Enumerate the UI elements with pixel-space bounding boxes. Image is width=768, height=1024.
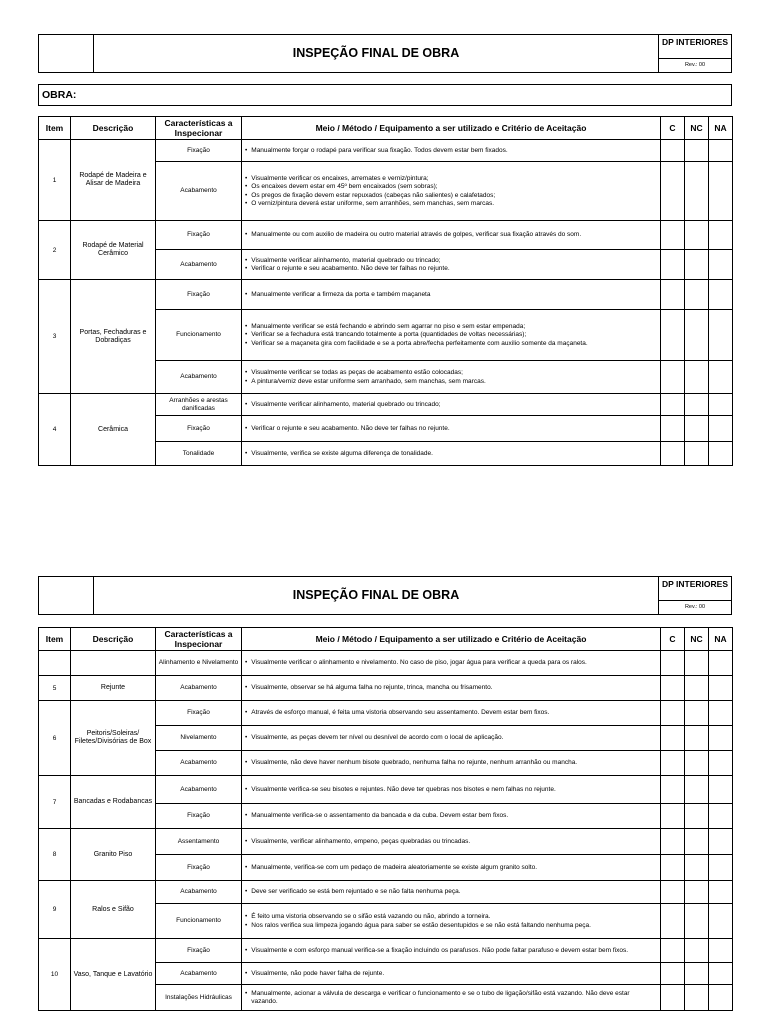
checkbox-c[interactable]	[661, 310, 685, 361]
acceptance-criteria	[242, 726, 661, 751]
criteria-text: Os encaixes devem estar em 45º bem encaixados (sem sobras);	[251, 183, 438, 190]
checkbox-nc[interactable]	[685, 701, 709, 726]
criteria-bullet	[245, 684, 657, 692]
acceptance-criteria	[242, 904, 661, 939]
checkbox-na[interactable]	[709, 726, 733, 751]
checkbox-nc[interactable]	[685, 985, 709, 1011]
criteria-text: Visualmente verifica-se seu bisotes e rejuntes. Não deve ter quebras nos bisotes e nem falhas no rejunte.	[251, 785, 556, 793]
criteria-bullet	[245, 838, 657, 846]
checkbox-c[interactable]	[661, 651, 685, 676]
item-number: 3	[39, 280, 71, 394]
criteria-bullet	[245, 947, 657, 955]
table-header-row	[39, 117, 733, 140]
checkbox-nc[interactable]	[685, 804, 709, 829]
bullet-icon: •	[245, 990, 248, 997]
criteria-text: Através de esforço manual, é feita uma vistoria observando seu assentamento. Devem estar bem fixos.	[251, 709, 550, 717]
criteria-bullet	[245, 709, 657, 717]
acceptance-criteria	[242, 676, 661, 701]
criteria-bullet	[245, 864, 657, 872]
checkbox-na[interactable]	[709, 881, 733, 904]
acceptance-criteria	[242, 416, 661, 442]
criteria-bullet	[245, 369, 657, 377]
bullet-icon: •	[245, 331, 248, 339]
criteria-bullet	[245, 378, 657, 386]
bullet-icon: •	[245, 400, 248, 408]
acceptance-criteria	[242, 963, 661, 985]
characteristic: Nivelamento	[156, 726, 242, 751]
checkbox-na[interactable]	[709, 939, 733, 963]
checkbox-na[interactable]	[709, 804, 733, 829]
checkbox-nc[interactable]	[685, 394, 709, 416]
checkbox-na[interactable]	[709, 904, 733, 939]
criteria-text: Verificar se a maçaneta gira com facilidade e se a porta abre/fecha perfeitamente com auxilio somente da maçaneta.	[251, 339, 588, 347]
acceptance-criteria	[242, 442, 661, 466]
criteria-bullet	[245, 183, 657, 191]
col-header-characteristics: Características a Inspecionar	[156, 628, 242, 651]
checkbox-na[interactable]	[709, 651, 733, 676]
col-header-description: Descrição	[71, 628, 156, 651]
bullet-icon: •	[245, 183, 248, 190]
criteria-bullet	[245, 200, 657, 208]
checkbox-c[interactable]	[661, 221, 685, 250]
checkbox-na[interactable]	[709, 140, 733, 162]
checkbox-na[interactable]	[709, 963, 733, 985]
criteria-text: É feito uma vistoria observando se o sifão está vazando ou não, abrindo a torneira.	[251, 913, 491, 920]
characteristic: Acabamento	[156, 963, 242, 985]
acceptance-criteria	[242, 651, 661, 676]
checkbox-c[interactable]	[661, 776, 685, 804]
bullet-icon: •	[245, 191, 248, 199]
criteria-bullet	[245, 888, 657, 896]
item-number	[39, 651, 71, 676]
bullet-icon: •	[245, 449, 248, 457]
bullet-icon: •	[245, 369, 248, 376]
bullet-icon: •	[245, 424, 248, 432]
col-header-na: NA	[709, 628, 733, 651]
bullet-icon: •	[245, 812, 248, 820]
bullet-icon: •	[245, 659, 248, 667]
acceptance-criteria	[242, 162, 661, 221]
characteristic: Assentamento	[156, 829, 242, 855]
item-number: 6	[39, 701, 71, 776]
checkbox-nc[interactable]	[685, 250, 709, 280]
col-header-method: Meio / Método / Equipamento a ser utilizado e Critério de Aceitação	[242, 628, 661, 651]
logo-box	[39, 577, 94, 614]
checkbox-na[interactable]	[709, 855, 733, 881]
item-description: Rodapé de Material Cerâmico	[71, 221, 156, 280]
checkbox-nc[interactable]	[685, 963, 709, 985]
characteristic: Fixação	[156, 280, 242, 310]
criteria-text: Visualmente verificar os encaixes, arremates e verniz/pintura;	[251, 174, 429, 182]
acceptance-criteria	[242, 881, 661, 904]
characteristic: Acabamento	[156, 776, 242, 804]
criteria-text: Visualmente, não deve haver nenhum bisote quebrado, nenhuma falha no rejunte, nenhum arranhão ou mancha.	[251, 759, 578, 767]
checkbox-nc[interactable]	[685, 726, 709, 751]
table-row	[39, 140, 733, 162]
col-header-nc: NC	[685, 628, 709, 651]
table-row	[39, 676, 733, 701]
acceptance-criteria	[242, 751, 661, 776]
checkbox-c[interactable]	[661, 361, 685, 394]
checkbox-na[interactable]	[709, 416, 733, 442]
checkbox-nc[interactable]	[685, 361, 709, 394]
criteria-bullet	[245, 231, 657, 239]
checkbox-nc[interactable]	[685, 881, 709, 904]
revision-label: Rev.: 00	[684, 62, 706, 68]
table-row	[39, 829, 733, 855]
bullet-icon: •	[245, 684, 248, 692]
item-description: Peitoris/Soleiras/ Filetes/Divisórias de Box	[71, 701, 156, 776]
characteristic: Acabamento	[156, 751, 242, 776]
item-description: Rejunte	[71, 676, 156, 701]
criteria-text: Manualmente verificar se está fechando e abrindo sem agarrar no piso e sem estar empenada;	[251, 322, 526, 330]
checkbox-na[interactable]	[709, 701, 733, 726]
criteria-bullet	[245, 340, 657, 348]
criteria-bullet	[245, 401, 657, 409]
checkbox-c[interactable]	[661, 701, 685, 726]
characteristic: Alinhamento e Nivelamento	[156, 651, 242, 676]
bullet-icon: •	[245, 913, 248, 920]
table-header-row	[39, 628, 733, 651]
criteria-bullet	[245, 147, 657, 155]
form-title: INSPEÇÃO FINAL DE OBRA	[292, 46, 460, 60]
bullet-icon: •	[245, 256, 248, 264]
criteria-text: Nos ralos verifica sua limpeza jogando água para saber se estão desentupidos e se não está faltando nenhuma peça.	[251, 921, 591, 929]
checkbox-nc[interactable]	[685, 939, 709, 963]
acceptance-criteria	[242, 394, 661, 416]
checkbox-na[interactable]	[709, 394, 733, 416]
checkbox-nc[interactable]	[685, 855, 709, 881]
checkbox-c[interactable]	[661, 881, 685, 904]
criteria-bullet	[245, 970, 657, 978]
acceptance-criteria	[242, 804, 661, 829]
checkbox-nc[interactable]	[685, 776, 709, 804]
item-description: Ralos e Sifão	[71, 881, 156, 939]
bullet-icon: •	[245, 146, 248, 154]
col-header-characteristics: Características a Inspecionar	[156, 117, 242, 140]
item-number: 9	[39, 881, 71, 939]
criteria-text: Os pregos de fixação devem estar repuxados (cabeças não salientes) e calafetados;	[251, 191, 496, 199]
checkbox-nc[interactable]	[685, 751, 709, 776]
criteria-bullet	[245, 786, 657, 794]
characteristic: Funcionamento	[156, 904, 242, 939]
criteria-bullet	[245, 175, 657, 183]
checkbox-na[interactable]	[709, 250, 733, 280]
inspection-table-1	[38, 116, 733, 466]
bullet-icon: •	[245, 290, 248, 298]
criteria-bullet	[245, 990, 657, 1005]
criteria-text: Verificar o rejunte e seu acabamento. Não deve ter falhas no rejunte.	[251, 424, 450, 432]
bullet-icon: •	[245, 969, 248, 977]
checkbox-nc[interactable]	[685, 221, 709, 250]
table-row	[39, 394, 733, 416]
bullet-icon: •	[245, 200, 248, 207]
criteria-text: A pintura/verniz deve estar uniforme sem arranhado, sem manchas, sem marcas.	[251, 377, 486, 385]
item-description: Bancadas e Rodabancas	[71, 776, 156, 829]
criteria-text: Visualmente, observar se há alguma falha no rejunte, trinca, mancha ou frisamento.	[251, 684, 493, 692]
characteristic: Fixação	[156, 939, 242, 963]
item-description: Cerâmica	[71, 394, 156, 466]
col-header-c: C	[661, 117, 685, 140]
item-number: 8	[39, 829, 71, 881]
item-number: 10	[39, 939, 71, 1011]
checkbox-nc[interactable]	[685, 280, 709, 310]
acceptance-criteria	[242, 829, 661, 855]
characteristic: Fixação	[156, 855, 242, 881]
checkbox-c[interactable]	[661, 250, 685, 280]
criteria-text: Visualmente, as peças devem ter nível ou desnível de acordo com o local de aplicação.	[251, 734, 504, 742]
criteria-bullet	[245, 291, 657, 299]
checkbox-na[interactable]	[709, 442, 733, 466]
checkbox-na[interactable]	[709, 361, 733, 394]
item-number: 7	[39, 776, 71, 829]
bullet-icon: •	[245, 265, 248, 272]
characteristic: Instalações Hidráulicas	[156, 985, 242, 1011]
characteristic: Fixação	[156, 701, 242, 726]
criteria-text: Visualmente verificar se todas as peças de acabamento estão colocadas;	[251, 369, 463, 376]
criteria-bullet	[245, 257, 657, 265]
characteristic: Fixação	[156, 416, 242, 442]
criteria-bullet	[245, 331, 657, 339]
checkbox-na[interactable]	[709, 676, 733, 701]
item-description: Granito Piso	[71, 829, 156, 881]
checkbox-c[interactable]	[661, 963, 685, 985]
criteria-bullet	[245, 734, 657, 742]
bullet-icon: •	[245, 888, 248, 896]
item-number: 1	[39, 140, 71, 221]
table-row	[39, 881, 733, 904]
checkbox-na[interactable]	[709, 751, 733, 776]
checkbox-na[interactable]	[709, 776, 733, 804]
bullet-icon: •	[245, 322, 248, 330]
checkbox-na[interactable]	[709, 162, 733, 221]
table-row	[39, 776, 733, 804]
checkbox-na[interactable]	[709, 280, 733, 310]
criteria-bullet	[245, 812, 657, 820]
characteristic: Fixação	[156, 804, 242, 829]
criteria-text: Visualmente verificar o alinhamento e nivelamento. No caso de piso, jogar água para verificar a queda para os ralos.	[251, 659, 587, 667]
item-description: Rodapé de Madeira e Alisar de Madeira	[71, 140, 156, 221]
item-description: Vaso, Tanque e Lavatório	[71, 939, 156, 1011]
checkbox-nc[interactable]	[685, 310, 709, 361]
checkbox-nc[interactable]	[685, 676, 709, 701]
checkbox-na[interactable]	[709, 310, 733, 361]
acceptance-criteria	[242, 939, 661, 963]
characteristic: Funcionamento	[156, 310, 242, 361]
col-header-nc: NC	[685, 117, 709, 140]
criteria-text: Manualmente ou com auxilio de madeira ou outro material através de golpes, verificar sua fixação através do som.	[251, 231, 582, 239]
checkbox-c[interactable]	[661, 394, 685, 416]
criteria-text: Manualmente, verifica-se com um pedaço de madeira aleatoriamente se existe algum granito solto.	[251, 863, 538, 871]
table-row	[39, 221, 733, 250]
acceptance-criteria	[242, 855, 661, 881]
characteristic: Acabamento	[156, 361, 242, 394]
col-header-na: NA	[709, 117, 733, 140]
checkbox-nc[interactable]	[685, 904, 709, 939]
criteria-bullet	[245, 425, 657, 433]
bullet-icon: •	[245, 863, 248, 871]
item-description: Portas, Fechaduras e Dobradiças	[71, 280, 156, 394]
criteria-bullet	[245, 192, 657, 200]
checkbox-nc[interactable]	[685, 829, 709, 855]
criteria-text: Manualmente verificar a firmeza da porta e também maçaneta	[251, 290, 431, 298]
criteria-text: Deve ser verificado se está bem rejuntado e se não falta nenhuma peça.	[251, 888, 461, 896]
col-header-item: Item	[39, 117, 71, 140]
criteria-text: Visualmente verificar alinhamento, material quebrado ou trincado;	[251, 400, 441, 408]
acceptance-criteria	[242, 776, 661, 804]
checkbox-c[interactable]	[661, 280, 685, 310]
acceptance-criteria	[242, 310, 661, 361]
checkbox-nc[interactable]	[685, 162, 709, 221]
criteria-bullet	[245, 913, 657, 921]
bullet-icon: •	[245, 759, 248, 767]
logo-box	[39, 35, 94, 72]
bullet-icon: •	[245, 339, 248, 347]
checkbox-na[interactable]	[709, 985, 733, 1011]
table-row	[39, 701, 733, 726]
bullet-icon: •	[245, 231, 248, 239]
criteria-bullet	[245, 659, 657, 667]
criteria-bullet	[245, 922, 657, 930]
inspection-table-2	[38, 627, 733, 1011]
bullet-icon: •	[245, 734, 248, 742]
checkbox-nc[interactable]	[685, 651, 709, 676]
acceptance-criteria	[242, 140, 661, 162]
col-header-method: Meio / Método / Equipamento a ser utilizado e Critério de Aceitação	[242, 117, 661, 140]
checkbox-c[interactable]	[661, 939, 685, 963]
checkbox-c[interactable]	[661, 904, 685, 939]
characteristic: Acabamento	[156, 676, 242, 701]
acceptance-criteria	[242, 221, 661, 250]
criteria-text: Manualmente forçar o rodapé para verificar sua fixação. Todos devem estar bem fixados.	[251, 146, 508, 154]
bullet-icon: •	[245, 837, 248, 845]
checkbox-nc[interactable]	[685, 416, 709, 442]
table-row	[39, 280, 733, 310]
page-2-header	[38, 576, 732, 615]
bullet-icon: •	[245, 946, 248, 954]
criteria-text: Visualmente, verificar alinhamento, empeno, peças quebradas ou trincadas.	[251, 837, 471, 845]
bullet-icon: •	[245, 377, 248, 385]
checkbox-nc[interactable]	[685, 442, 709, 466]
checkbox-c[interactable]	[661, 829, 685, 855]
characteristic: Acabamento	[156, 881, 242, 904]
acceptance-criteria	[242, 985, 661, 1011]
criteria-text: Verificar se a fechadura está trancando totalmente a porta (quantidades de voltas necessárias);	[251, 331, 527, 339]
criteria-bullet	[245, 323, 657, 331]
col-header-c: C	[661, 628, 685, 651]
acceptance-criteria	[242, 280, 661, 310]
checkbox-c[interactable]	[661, 804, 685, 829]
criteria-text: Manualmente verifica-se o assentamento da bancada e da cuba. Devem estar bem fixos.	[251, 812, 509, 820]
acceptance-criteria	[242, 361, 661, 394]
bullet-icon: •	[245, 921, 248, 929]
criteria-text: Verificar o rejunte e seu acabamento. Não deve ter falhas no rejunte.	[251, 265, 450, 272]
item-number: 5	[39, 676, 71, 701]
revision-label: Rev.: 00	[684, 604, 706, 610]
checkbox-c[interactable]	[661, 442, 685, 466]
page-1-header	[38, 34, 732, 73]
table-row	[39, 939, 733, 963]
characteristic: Arranhões e arestas danificadas	[156, 394, 242, 416]
item-number: 2	[39, 221, 71, 280]
criteria-bullet	[245, 265, 657, 273]
table-row	[39, 651, 733, 676]
checkbox-na[interactable]	[709, 829, 733, 855]
col-header-item: Item	[39, 628, 71, 651]
checkbox-c[interactable]	[661, 751, 685, 776]
checkbox-na[interactable]	[709, 221, 733, 250]
checkbox-c[interactable]	[661, 162, 685, 221]
bullet-icon: •	[245, 174, 248, 182]
item-number: 4	[39, 394, 71, 466]
characteristic: Acabamento	[156, 162, 242, 221]
obra-field[interactable]: OBRA:	[38, 84, 732, 106]
criteria-bullet	[245, 759, 657, 767]
checkbox-nc[interactable]	[685, 140, 709, 162]
col-header-description: Descrição	[71, 117, 156, 140]
characteristic: Fixação	[156, 140, 242, 162]
checkbox-c[interactable]	[661, 140, 685, 162]
bullet-icon: •	[245, 785, 248, 793]
criteria-text: Visualmente verificar alinhamento, material quebrado ou trincado;	[251, 256, 441, 264]
checkbox-c[interactable]	[661, 416, 685, 442]
acceptance-criteria	[242, 250, 661, 280]
criteria-text: Visualmente, verifica se existe alguma diferença de tonalidade.	[251, 449, 433, 457]
criteria-text: Visualmente e com esforço manual verifica-se a fixação incluindo os parafusos. Não pode faltar parafuso e devem estar bem fixos.	[251, 946, 628, 954]
item-description	[71, 651, 156, 676]
bullet-icon: •	[245, 709, 248, 717]
characteristic: Fixação	[156, 221, 242, 250]
checkbox-c[interactable]	[661, 676, 685, 701]
acceptance-criteria	[242, 701, 661, 726]
characteristic: Acabamento	[156, 250, 242, 280]
form-title: INSPEÇÃO FINAL DE OBRA	[292, 588, 460, 602]
criteria-text: Manualmente, acionar a válvula de descarga e verificar o funcionamento e se o tubo de ligação/sifão está vazando. Não deve estar vazando.	[251, 990, 630, 1005]
checkbox-c[interactable]	[661, 855, 685, 881]
criteria-text: Visualmente, não pode haver falha de rejunte.	[251, 969, 385, 977]
checkbox-c[interactable]	[661, 985, 685, 1011]
criteria-bullet	[245, 450, 657, 458]
department-label: DP INTERIORES	[659, 577, 731, 601]
characteristic: Tonalidade	[156, 442, 242, 466]
criteria-text: O verniz/pintura deverá estar uniforme, sem arranhões, sem manchas, sem marcas.	[251, 200, 495, 207]
department-label: DP INTERIORES	[659, 35, 731, 59]
checkbox-c[interactable]	[661, 726, 685, 751]
